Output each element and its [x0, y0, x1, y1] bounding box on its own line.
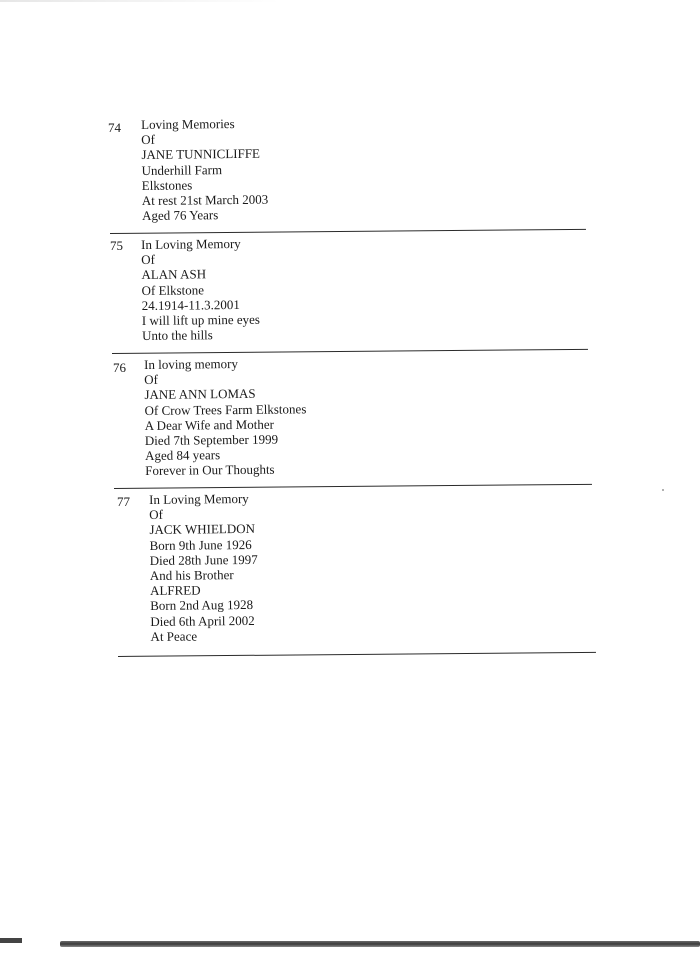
entry-line: ALAN ASH	[141, 266, 207, 283]
entry-line: Of	[149, 507, 164, 523]
entry-line: I will lift up mine eyes	[141, 311, 261, 329]
entry-text	[141, 116, 268, 224]
entry-line: Forever in Our Thoughts	[145, 462, 275, 479]
entry-line: Died 6th April 2002	[150, 612, 255, 629]
entry-line: At rest 21st March 2003	[141, 191, 269, 209]
entry-number: 76	[113, 360, 126, 375]
entry-line: At Peace	[150, 628, 198, 644]
entry-line: Of	[144, 372, 159, 388]
entry-line: JANE ANN LOMAS	[144, 386, 256, 403]
entry-text	[144, 355, 307, 478]
entry-line: A Dear Wife and Mother	[144, 416, 274, 433]
entry-line: JACK WHIELDON	[149, 521, 256, 538]
entry-divider	[118, 652, 596, 657]
entry-line: Elkstones	[141, 177, 193, 193]
entry-line: Died 28th June 1997	[149, 551, 258, 568]
entry-line: Born 2nd Aug 1928	[150, 597, 254, 614]
entry-line: ALFRED	[149, 582, 201, 599]
entry-line: Aged 76 Years	[141, 207, 219, 224]
entry-line: Died 7th September 1999	[144, 431, 279, 449]
entry-line: In loving memory	[144, 356, 239, 372]
entry-line: Of	[141, 252, 156, 268]
scan-edge-corner	[0, 938, 22, 943]
entry-line: Aged 84 years	[144, 447, 221, 464]
entry-divider	[110, 229, 586, 234]
entry-line: And his Brother	[149, 567, 234, 584]
entry-line: Of Crow Trees Farm Elkstones	[144, 400, 307, 418]
entry-line: JANE TUNNICLIFFE	[141, 146, 261, 163]
entry-line: Underhill Farm	[141, 161, 223, 178]
entry-divider	[112, 349, 588, 354]
entry-number: 77	[117, 494, 130, 509]
entry-number: 75	[110, 238, 123, 253]
entry-line: In Loving Memory	[149, 490, 249, 507]
entry-line: Of Elkstone	[141, 281, 205, 298]
entry-divider	[114, 484, 592, 489]
entry-text	[149, 491, 259, 644]
entry-line: Unto the hills	[141, 327, 213, 344]
entry-text	[141, 236, 260, 344]
entry-line: Of	[141, 132, 156, 148]
entry-line: 24.1914-11.3.2001	[141, 296, 240, 313]
scan-speck	[662, 489, 664, 491]
entry-line: In Loving Memory	[141, 235, 241, 252]
scan-edge-top	[0, 0, 700, 2]
scan-edge-bottom	[60, 941, 700, 947]
entry-line: Born 9th June 1926	[149, 536, 252, 553]
entry-line: Loving Memories	[141, 116, 235, 132]
entry-number: 74	[108, 120, 121, 135]
